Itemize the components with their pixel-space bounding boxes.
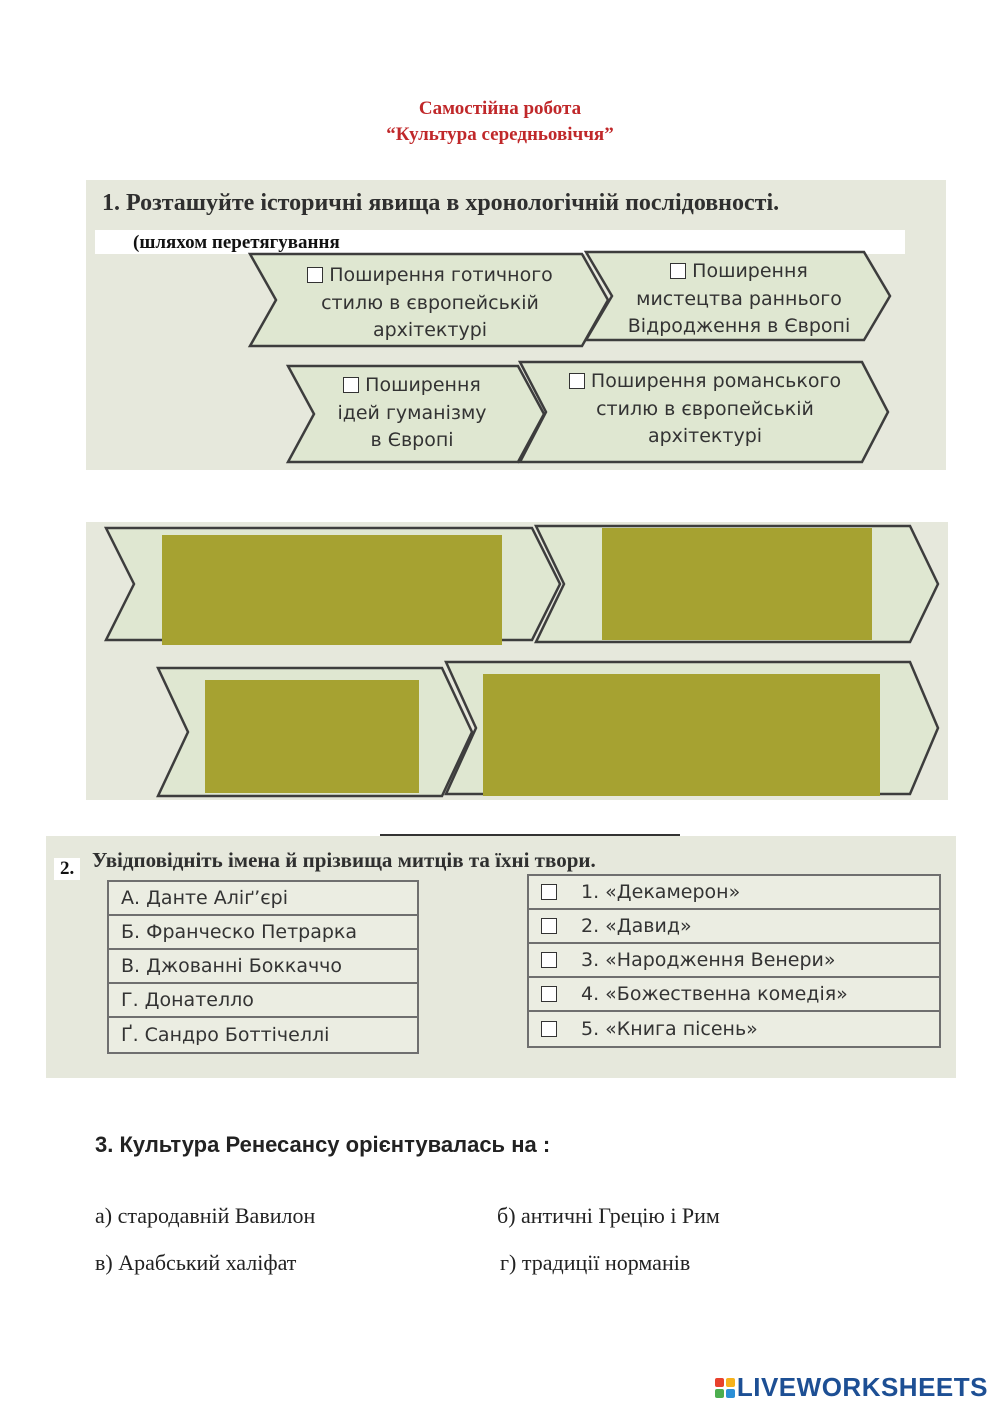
logo-text: LIVEWORKSHEETS: [736, 1372, 988, 1402]
task2-number: 2.: [54, 858, 80, 880]
drop-zone-4[interactable]: [483, 674, 880, 796]
checkbox-icon: [670, 263, 686, 279]
checkbox-icon[interactable]: [541, 952, 557, 968]
name-cell: Б. Франческо Петрарка: [107, 914, 419, 950]
checkbox-icon: [569, 373, 585, 389]
worksheet-subtitle: “Культура середньовіччя”: [386, 124, 614, 145]
task2-heading: Увідповідніть імена й прізвища митців та їхні твори.: [92, 848, 596, 872]
option-v[interactable]: в) Арабський халіфат: [95, 1250, 297, 1275]
drop-zone-1[interactable]: [162, 535, 502, 645]
arrow-card-romanesque[interactable]: Поширення романського стилю в європейській архітектурі: [540, 368, 870, 451]
task1-heading: 1. Розташуйте історичні явища в хронологічній послідовності.: [102, 190, 780, 216]
name-cell: А. Данте Аліґ’єрі: [107, 880, 419, 916]
work-cell[interactable]: 5. «Книга пісень»: [527, 1010, 941, 1048]
checkbox-icon: [307, 267, 323, 283]
liveworksheets-logo: [715, 1372, 988, 1403]
worksheet-title: Самостійна робота: [418, 98, 582, 119]
checkbox-icon[interactable]: [541, 1021, 557, 1037]
name-cell: Г. Донателло: [107, 982, 419, 1018]
option-a[interactable]: а) стародавній Вавилон: [95, 1203, 316, 1228]
work-cell[interactable]: 2. «Давид»: [527, 908, 941, 944]
task2-top-rule: [380, 834, 680, 836]
arrow-card-renaissance-art[interactable]: Поширення мистецтва раннього Відродження в Європі: [627, 260, 851, 338]
option-b[interactable]: б) античні Грецію і Рим: [497, 1203, 720, 1228]
checkbox-icon[interactable]: [541, 884, 557, 900]
arrow-card-gothic[interactable]: Поширення готичного стилю в європейській архітектурі: [270, 262, 590, 345]
name-cell: В. Джованні Боккаччо: [107, 948, 419, 984]
task1-subheading: (шляхом перетягування: [95, 230, 905, 254]
work-cell[interactable]: 3. «Народження Венери»: [527, 942, 941, 978]
drop-zone-3[interactable]: [205, 680, 419, 793]
works-column: [527, 874, 941, 1048]
work-cell[interactable]: 1. «Декамерон»: [527, 874, 941, 910]
checkbox-icon[interactable]: [541, 918, 557, 934]
drop-zone-2[interactable]: [602, 528, 872, 640]
arrow-card-humanism[interactable]: Поширення ідей гуманізму в Європі: [337, 374, 487, 452]
work-cell[interactable]: 4. «Божественна комедія»: [527, 976, 941, 1012]
names-column: [107, 880, 419, 1054]
checkbox-icon[interactable]: [541, 986, 557, 1002]
option-g[interactable]: г) традиції норманів: [500, 1250, 691, 1275]
checkbox-icon: [343, 377, 359, 393]
logo-grid-icon: [715, 1378, 735, 1398]
name-cell: Ґ. Сандро Боттічеллі: [107, 1016, 419, 1054]
task3-heading: 3. Культура Ренесансу орієнтувалась на :: [95, 1132, 551, 1157]
